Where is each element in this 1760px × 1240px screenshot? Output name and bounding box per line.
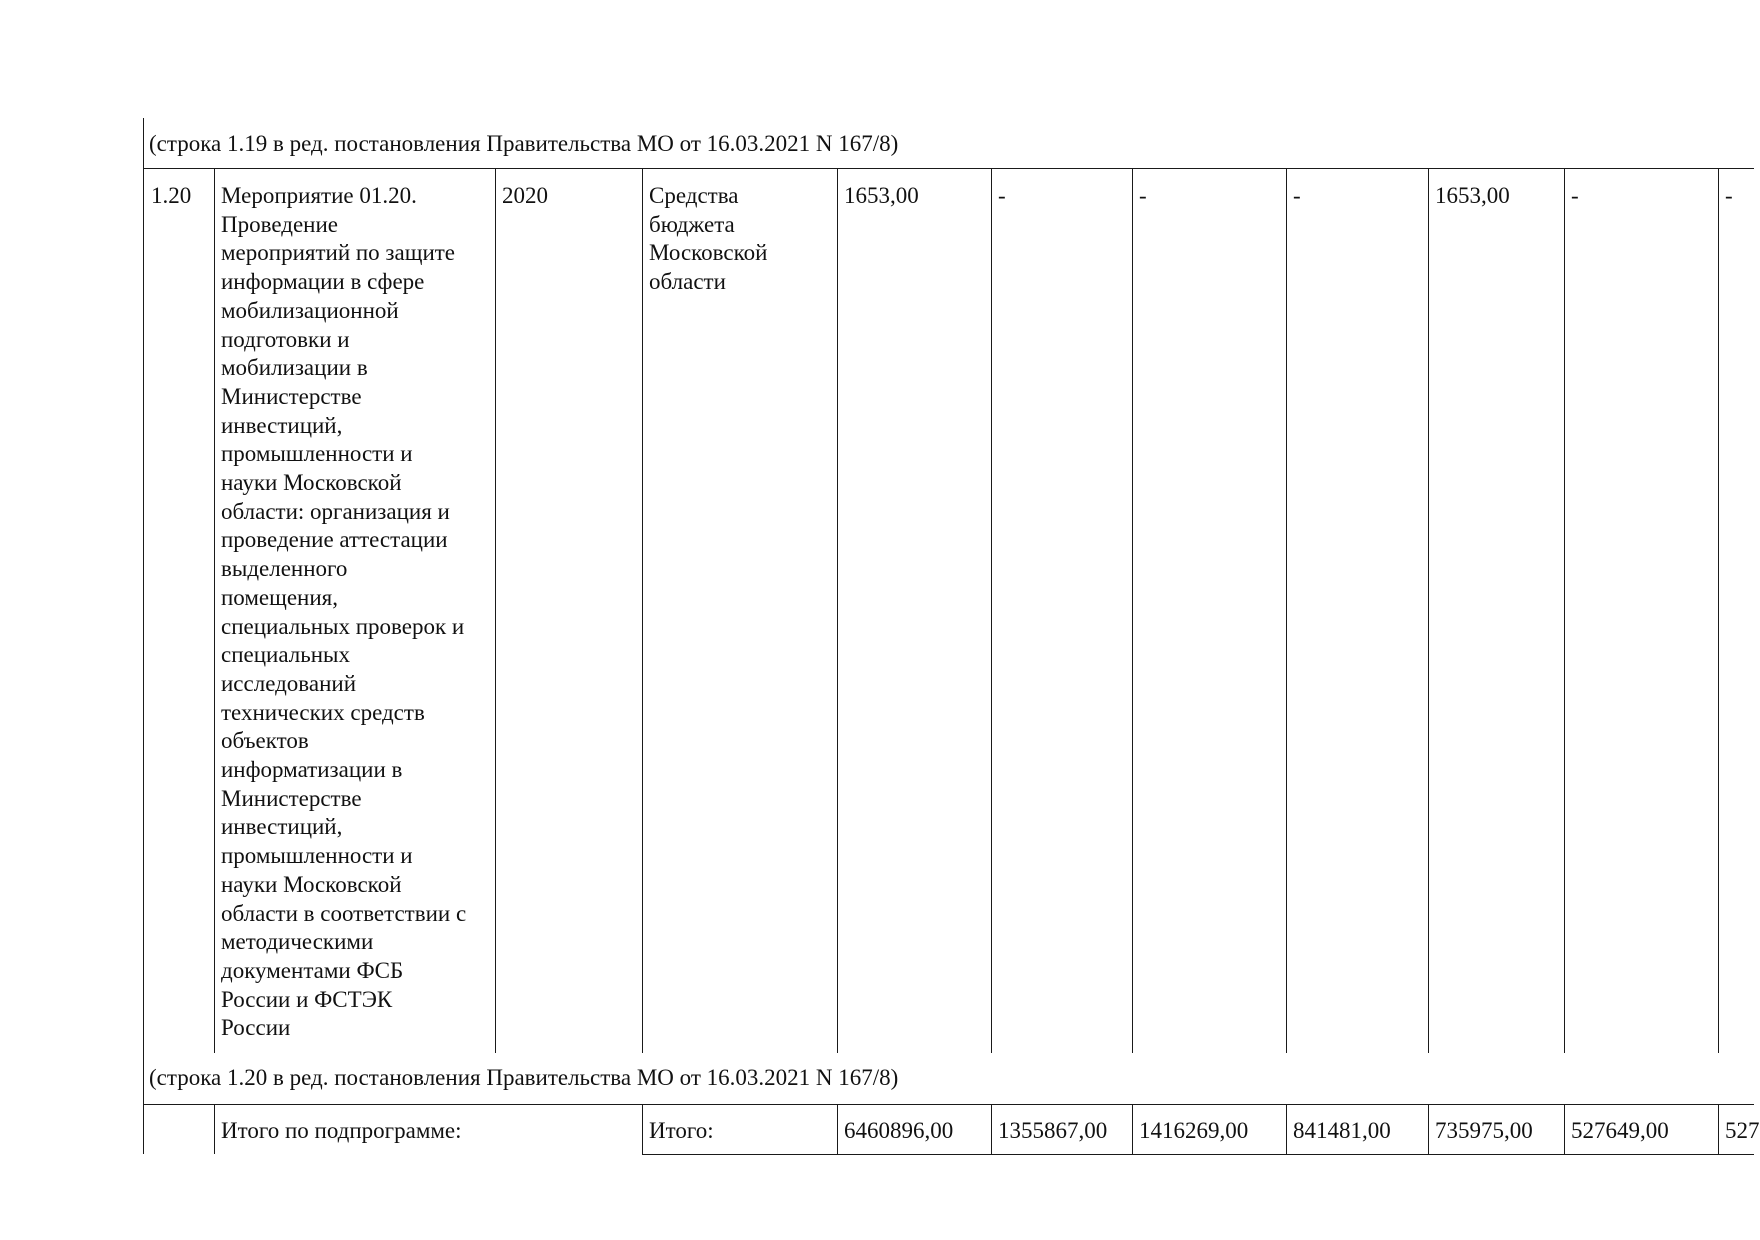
col-separator	[1286, 168, 1287, 1053]
col-separator	[642, 1104, 643, 1154]
year-5-amount-cell: -	[1571, 183, 1579, 208]
col-separator	[1428, 1104, 1429, 1154]
row-1-20-top-border	[143, 168, 1754, 169]
totals-total-cell: 6460896,00	[844, 1118, 954, 1143]
col-separator	[1564, 168, 1565, 1053]
activity-description-cell: Мероприятие 01.20. Проведение мероприятий по защите информации в сфере мобилизационной подготовки и мобилизации в Министерстве инвестиций, промышленности и науки Московской области: организация и проведение аттестации выделенного помещения, специальных проверок и специальных исследований технических средств объектов информатизации в Министерстве инвестиций, промышленности и науки Московской области в соответствии с методическими документами ФСБ России и ФСТЭК России	[221, 183, 467, 1041]
year-3-amount-cell: -	[1293, 183, 1301, 208]
col-separator	[214, 168, 215, 1053]
year-6-amount-cell: -	[1725, 183, 1733, 208]
year-4-amount-cell: 1653,00	[1435, 183, 1510, 208]
totals-source-cell: Итого:	[649, 1118, 714, 1143]
col-separator	[837, 168, 838, 1053]
col-separator	[1286, 1104, 1287, 1154]
col-separator	[1132, 1104, 1133, 1154]
totals-row-bottom-border	[642, 1154, 1754, 1155]
totals-year-6-cell: 527	[1725, 1118, 1760, 1143]
totals-year-4-cell: 735975,00	[1435, 1118, 1533, 1143]
totals-year-3-cell: 841481,00	[1293, 1118, 1391, 1143]
col-separator	[1132, 168, 1133, 1053]
table-left-border	[143, 118, 144, 1154]
col-separator	[1718, 1104, 1719, 1154]
amendment-note-1-20: (строка 1.20 в ред. постановления Правительства МО от 16.03.2021 N 167/8)	[149, 1065, 899, 1090]
funding-source-cell: Средства бюджета Московской области	[649, 183, 768, 295]
col-separator	[642, 168, 643, 1053]
col-separator	[991, 168, 992, 1053]
amendment-note-1-19: (строка 1.19 в ред. постановления Правительства МО от 16.03.2021 N 167/8)	[149, 131, 899, 156]
totals-row-top-border	[143, 1104, 1754, 1105]
col-separator	[1564, 1104, 1565, 1154]
col-separator	[1428, 168, 1429, 1053]
totals-year-1-cell: 1355867,00	[998, 1118, 1108, 1143]
year-1-amount-cell: -	[998, 183, 1006, 208]
totals-year-5-cell: 527649,00	[1571, 1118, 1669, 1143]
col-separator	[214, 1104, 215, 1154]
col-separator	[495, 168, 496, 1053]
row-number-cell: 1.20	[151, 183, 192, 208]
totals-label-cell: Итого по подпрограмме:	[221, 1118, 462, 1143]
year-cell: 2020	[502, 183, 548, 208]
total-amount-cell: 1653,00	[844, 183, 919, 208]
totals-year-2-cell: 1416269,00	[1139, 1118, 1249, 1143]
col-separator	[991, 1104, 992, 1154]
year-2-amount-cell: -	[1139, 183, 1147, 208]
col-separator	[1718, 168, 1719, 1053]
col-separator	[837, 1104, 838, 1154]
